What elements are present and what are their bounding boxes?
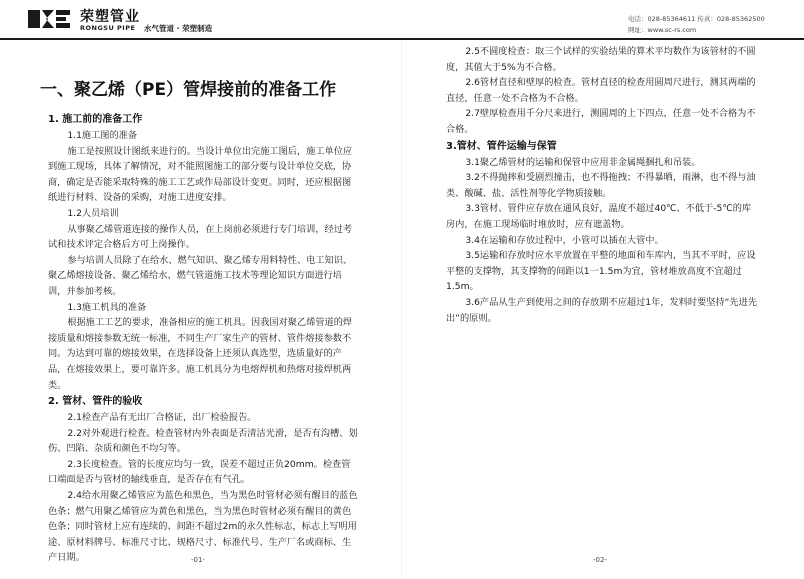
left-page-body [40,60,358,566]
right-page-body [446,44,760,326]
s2-7-text: 2.7壁厚检查用千分尺来进行，测圆周的上下四点，任意一处不合格为不合格。 [446,108,756,135]
s1-2-text-a: 从事聚乙烯管道连接的操作人员，在上岗前必须进行专门培训，经过考试和技术评定合格后方可上岗操作。 [48,223,353,251]
s3-2-text: 3.2不得抛摔和受剧烈撞击，也不得拖拽；不得暴晒，雨淋，也不得与油类、酸碱、盐、活性剂等化学物质接触。 [446,172,756,199]
s1-3-text: 根据施工工艺的要求，准备相应的施工机具。因我国对聚乙烯管道的焊接质量和熔接参数无统一标准，不同生产厂家生产的管材、管件熔接参数不同。为达到可靠的熔接效果，在选择设备上还须认真选型，选质量好的产品，在熔接效果上，要可靠许多。施工机具分为电熔焊机和热熔对接焊机两类。 [48,317,353,391]
s1-2-text-b: 参与培训人员除了在给水、燃气知识、聚乙烯专用料特性、电工知识、聚乙烯熔接设备、聚乙烯给水、燃气管道施工技术等理论知识方面进行培训，并参加考核。 [48,254,353,297]
page-number-left: -01- [191,556,205,564]
page-title: 一、聚乙烯（PE）管焊接前的准备工作 [40,80,337,100]
s1-2-heading: 1.2人员培训 [67,207,119,219]
page-header [0,0,804,38]
s1-3-heading: 1.3施工机具的准备 [67,301,147,313]
s3-5-text: 3.5运输和存放时应水平放置在平整的地面和车库内，当其不平时，应设平整的支撑物，其支撑物的间距以1一1.5m为宜，管材堆放高度不宜超过1.5m。 [446,250,756,293]
page-fold [401,40,402,579]
s2-6-text: 2.6管材直径和壁厚的检查。管材直径的检查用圆周尺进行，测其两端的直径，任意一处不合格为不合格。 [446,77,756,104]
header-rule [0,38,804,40]
s3-6-text: 3.6产品从生产到使用之间的存放期不应超过1年，发料时要坚持“先进先出”的原则。 [446,296,757,324]
phone-fax-line: 电话：028-85364611 传真：028-85362500 [628,15,765,23]
s2-2-text: 2.2对外观进行检查。检查管材内外表面是否清洁光滑，是否有沟槽、划伤、凹陷、杂质和颜色不均匀等。 [48,427,358,455]
brand-slogan: 水气管道 · 荣塑制造 [144,24,213,33]
s3-3-text: 3.3管材、管件应存放在通风良好，温度不超过40℃、不低于-5℃的库房内，在施工现场临时堆放时，应有遮盖物。 [446,203,752,230]
s2-3-text: 2.3长度检查。管的长度应均匀一致，误差不超过正负20mm。检查管口端面是否与管材的轴线垂直，是否存在有气孔。 [48,458,351,486]
section2-heading: 2. 管材、管件的验收 [48,396,143,408]
rongsu-logo-icon [28,8,72,30]
brand-name-en: RONGSU PIPE [80,24,136,32]
s1-1-text: 施工是按照设计图纸来进行的。当设计单位出完施工图后，施工单位应到施工现场，具体了解情况，对不能照图施工的部分要与设计单位交底，协商，确定是否能采取特殊的施工工艺或作局部设计变更。同时，还应根据图纸进行材料、设备的采购，对施工进度安排。 [48,145,353,204]
s2-4-text: 2.4给水用聚乙烯管应为蓝色和黑色，当为黑色时管材必须有醒目的蓝色色条；燃气用聚乙烯管应为黄色和黑色，当为黑色时管材必须有醒目的黄色色条；同时管材上应有连续的、间距不超过2m的永久性标志，标志上写明用途、原材料牌号、标准尺寸比、规格尺寸、标准代号、生产厂名或商标、生产日期。 [48,490,358,564]
section3-heading: 3.管材、管件运输与保管 [446,140,557,152]
section1-heading: 1. 施工前的准备工作 [48,114,143,125]
website-line: 网址：www.sc-rs.com [628,26,697,34]
s1-1-heading: 1.1施工图的准备 [67,130,138,141]
s2-5-text: 2.5不圆度检查：取三个试样的实验结果的算术平均数作为该管材的不圆度，其值大于5%为不合格。 [446,46,756,73]
contact-info [628,14,765,36]
brand-name-cn: 荣塑管业 [80,9,140,25]
s2-1-text: 2.1检查产品有无出厂合格证，出厂检验报告。 [67,412,257,424]
s3-4-text: 3.4在运输和存放过程中，小管可以插在大管中。 [465,234,664,246]
page-number-right: -02- [593,556,607,564]
s3-1-text: 3.1聚乙烯管材的运输和保管中应用非金属绳捆扎和吊装。 [465,156,701,168]
